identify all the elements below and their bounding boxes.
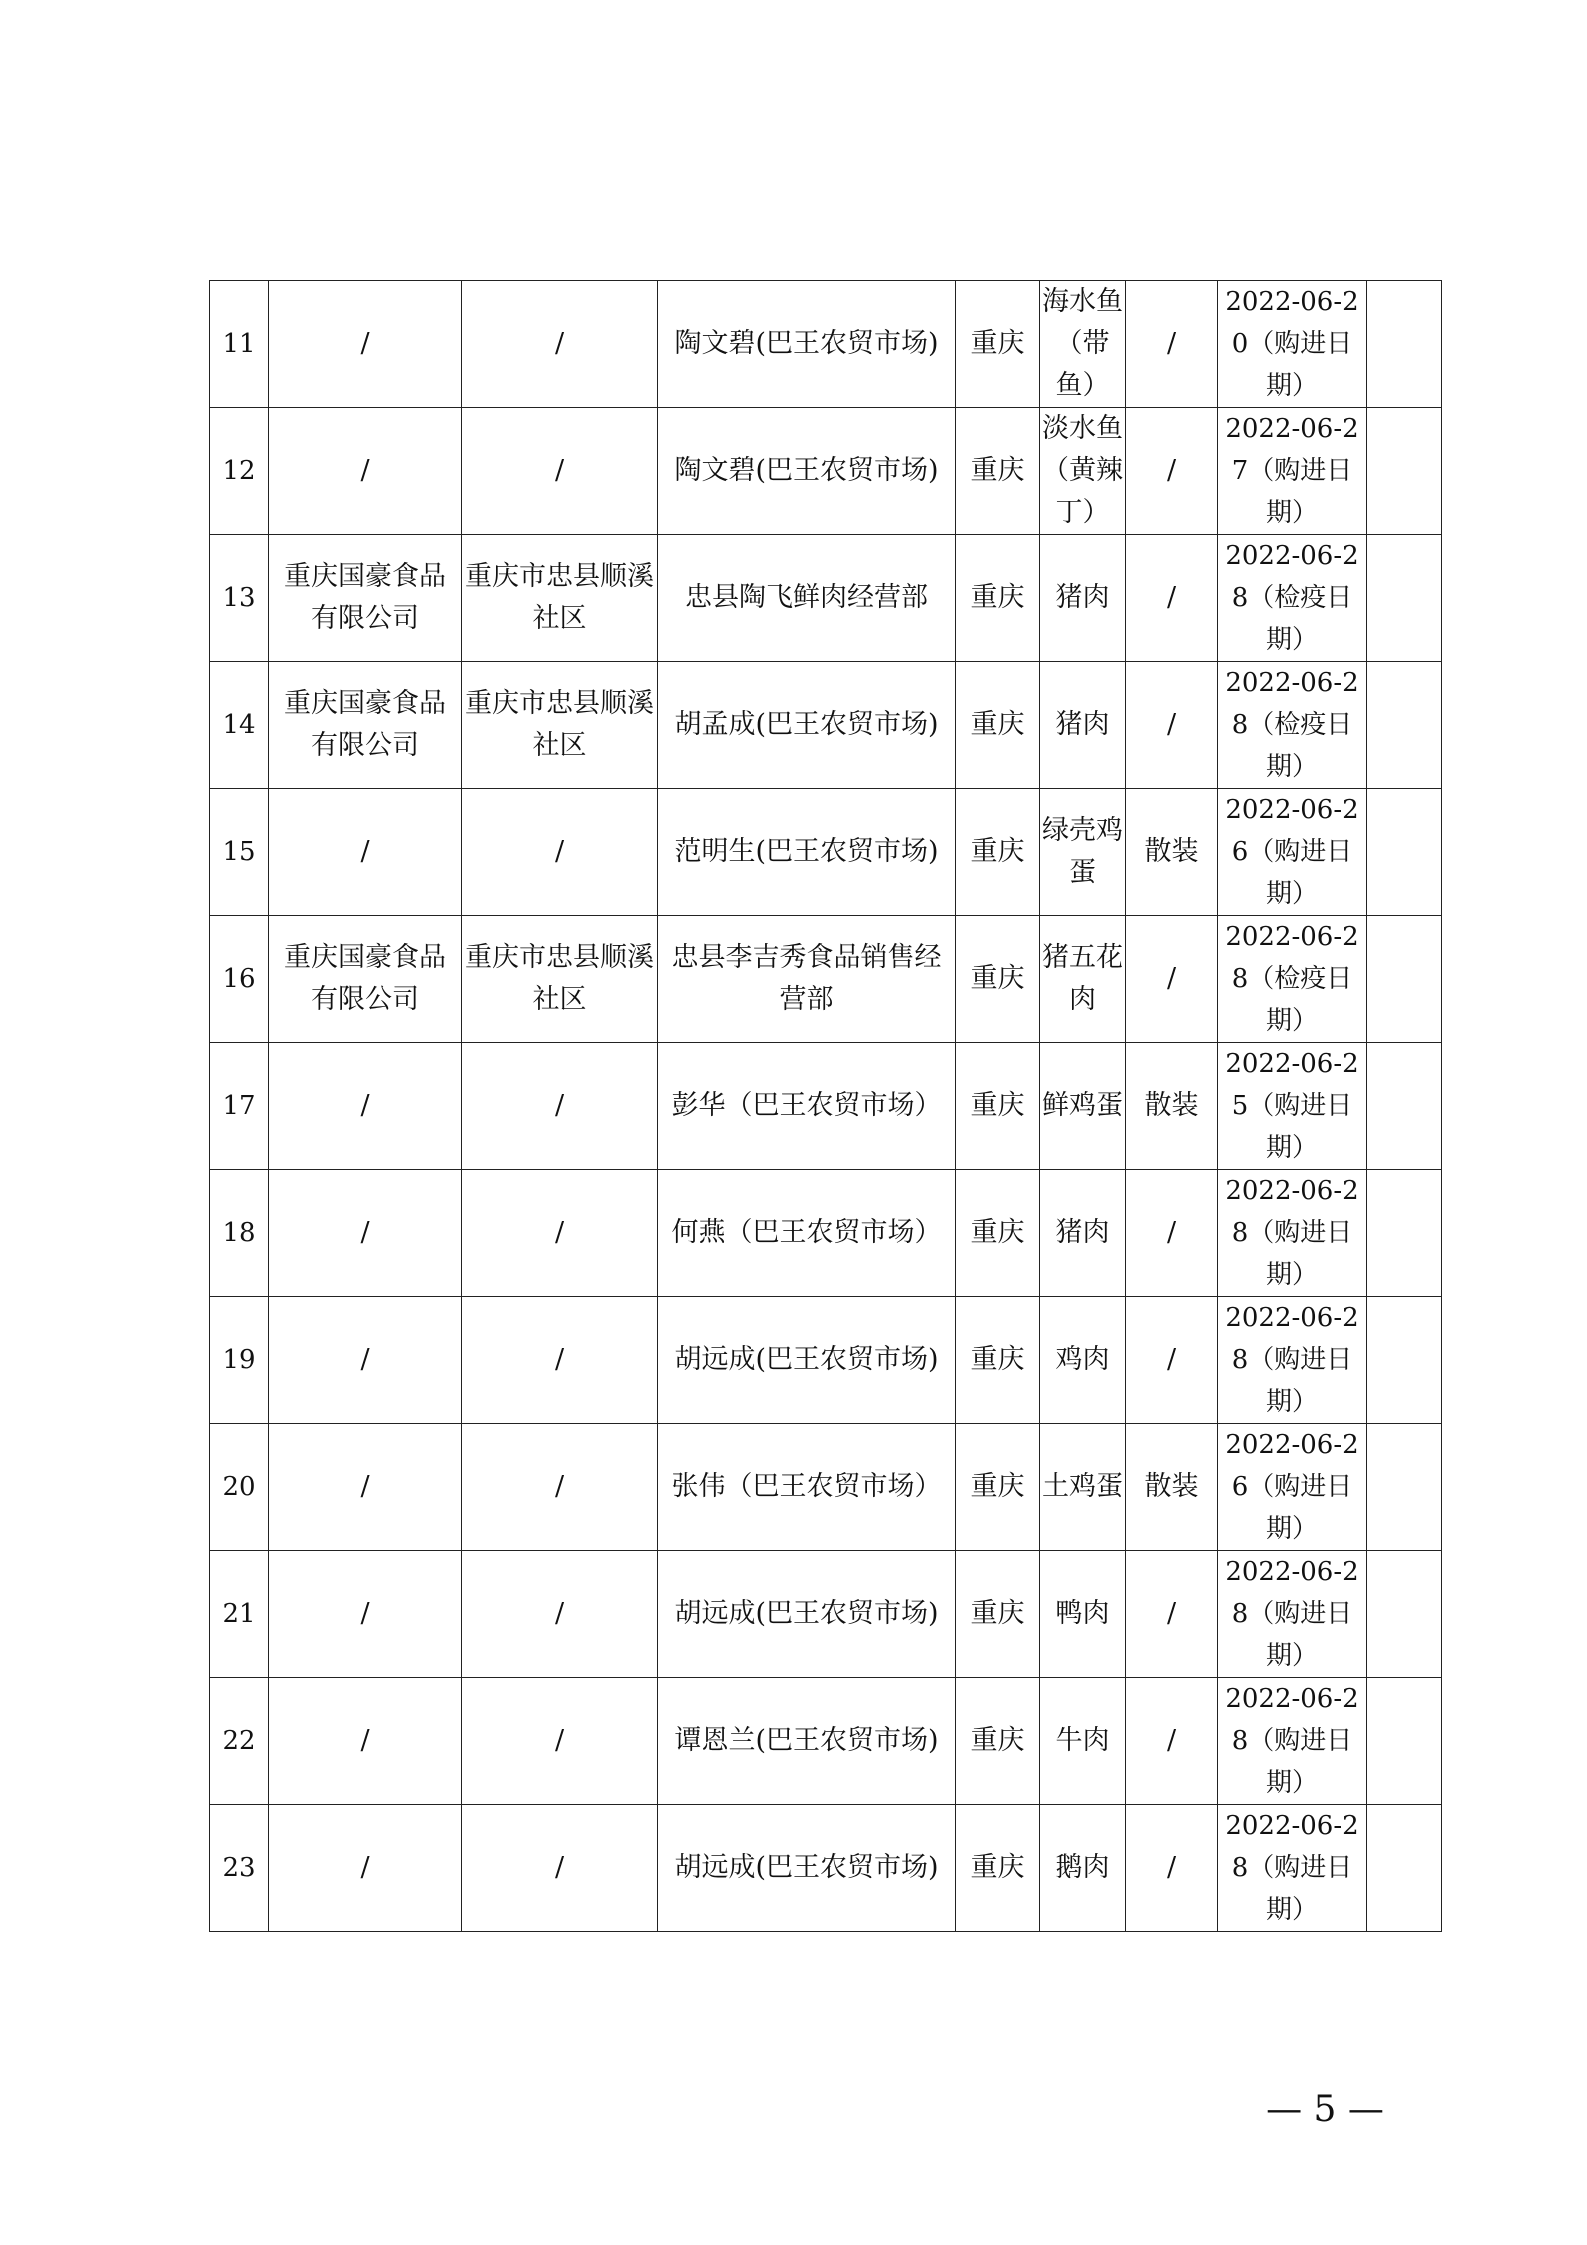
cell-spec: / <box>1126 535 1218 662</box>
cell-manufacturer-address: / <box>462 1678 658 1805</box>
date-note: （购进日期） <box>1248 1599 1353 1671</box>
cell-sample-name: 鹅肉 <box>1040 1805 1126 1932</box>
date-note: （购进日期） <box>1248 1218 1353 1290</box>
cell-sampled-unit: 谭恩兰(巴王农贸市场) <box>658 1678 956 1805</box>
date-note: （检疫日期） <box>1248 710 1353 782</box>
cell-date <box>1218 1678 1367 1805</box>
date-note: （购进日期） <box>1248 1345 1353 1417</box>
cell-sample-name: 土鸡蛋 <box>1040 1424 1126 1551</box>
cell-manufacturer-address: / <box>462 408 658 535</box>
date-note: （检疫日期） <box>1248 583 1353 655</box>
cell-date <box>1218 1551 1367 1678</box>
cell-spec: / <box>1126 1805 1218 1932</box>
page-number: — 5 — <box>1266 2089 1384 2130</box>
cell-date <box>1218 662 1367 789</box>
date-value: 2022-06-28 <box>1225 922 1359 994</box>
cell-remarks <box>1367 662 1442 789</box>
cell-region: 重庆 <box>956 1297 1040 1424</box>
cell-sample-name: 海水鱼（带鱼） <box>1040 281 1126 408</box>
cell-sampled-unit: 彭华（巴王农贸市场） <box>658 1043 956 1170</box>
cell-region: 重庆 <box>956 1551 1040 1678</box>
cell-manufacturer: / <box>269 1043 462 1170</box>
cell-seq: 19 <box>210 1297 269 1424</box>
cell-date <box>1218 281 1367 408</box>
cell-sampled-unit: 范明生(巴王农贸市场) <box>658 789 956 916</box>
cell-sample-name: 牛肉 <box>1040 1678 1126 1805</box>
cell-sampled-unit: 陶文碧(巴王农贸市场) <box>658 408 956 535</box>
cell-manufacturer: / <box>269 1297 462 1424</box>
cell-sampled-unit: 胡孟成(巴王农贸市场) <box>658 662 956 789</box>
cell-seq: 11 <box>210 281 269 408</box>
cell-manufacturer: 重庆国豪食品有限公司 <box>269 662 462 789</box>
date-value: 2022-06-28 <box>1225 541 1359 613</box>
cell-sample-name: 鸭肉 <box>1040 1551 1126 1678</box>
cell-manufacturer-address: / <box>462 281 658 408</box>
cell-manufacturer: / <box>269 1424 462 1551</box>
cell-remarks <box>1367 1043 1442 1170</box>
cell-remarks <box>1367 1678 1442 1805</box>
date-value: 2022-06-28 <box>1225 668 1359 740</box>
cell-spec: 散装 <box>1126 1424 1218 1551</box>
cell-region: 重庆 <box>956 1424 1040 1551</box>
date-value: 2022-06-28 <box>1225 1684 1359 1756</box>
table-body <box>210 281 1442 1932</box>
cell-remarks <box>1367 1170 1442 1297</box>
date-value: 2022-06-28 <box>1225 1303 1359 1375</box>
cell-manufacturer-address: / <box>462 1805 658 1932</box>
cell-spec: / <box>1126 281 1218 408</box>
date-value: 2022-06-28 <box>1225 1811 1359 1883</box>
cell-remarks <box>1367 1805 1442 1932</box>
cell-sample-name: 淡水鱼（黄辣丁） <box>1040 408 1126 535</box>
cell-manufacturer: / <box>269 1551 462 1678</box>
cell-date <box>1218 1297 1367 1424</box>
cell-manufacturer-address: / <box>462 1424 658 1551</box>
sampling-results-table <box>209 280 1442 1932</box>
date-value: 2022-06-26 <box>1225 795 1359 867</box>
table-row <box>210 1551 1442 1678</box>
cell-manufacturer: / <box>269 281 462 408</box>
date-note: （购进日期） <box>1248 1091 1353 1163</box>
cell-region: 重庆 <box>956 535 1040 662</box>
cell-date <box>1218 1170 1367 1297</box>
date-value: 2022-06-28 <box>1225 1176 1359 1248</box>
cell-seq: 17 <box>210 1043 269 1170</box>
cell-manufacturer: 重庆国豪食品有限公司 <box>269 535 462 662</box>
table-row <box>210 281 1442 408</box>
cell-manufacturer-address: / <box>462 1297 658 1424</box>
cell-region: 重庆 <box>956 408 1040 535</box>
cell-seq: 15 <box>210 789 269 916</box>
cell-sampled-unit: 胡远成(巴王农贸市场) <box>658 1805 956 1932</box>
table-row <box>210 1297 1442 1424</box>
cell-region: 重庆 <box>956 916 1040 1043</box>
cell-region: 重庆 <box>956 1678 1040 1805</box>
table-row <box>210 1170 1442 1297</box>
date-value: 2022-06-27 <box>1225 414 1359 486</box>
date-note: （购进日期） <box>1248 1853 1353 1925</box>
cell-date <box>1218 408 1367 535</box>
cell-seq: 22 <box>210 1678 269 1805</box>
cell-date <box>1218 916 1367 1043</box>
date-note: （检疫日期） <box>1248 964 1353 1036</box>
cell-spec: / <box>1126 1297 1218 1424</box>
cell-sampled-unit: 忠县李吉秀食品销售经营部 <box>658 916 956 1043</box>
cell-manufacturer: / <box>269 408 462 535</box>
cell-remarks <box>1367 408 1442 535</box>
cell-sample-name: 猪五花肉 <box>1040 916 1126 1043</box>
table-row <box>210 1424 1442 1551</box>
cell-remarks <box>1367 916 1442 1043</box>
cell-date <box>1218 789 1367 916</box>
table-row <box>210 1043 1442 1170</box>
table-row <box>210 1805 1442 1932</box>
cell-spec: / <box>1126 1170 1218 1297</box>
cell-sampled-unit: 胡远成(巴王农贸市场) <box>658 1551 956 1678</box>
cell-region: 重庆 <box>956 662 1040 789</box>
date-note: （购进日期） <box>1248 837 1353 909</box>
cell-spec: / <box>1126 1678 1218 1805</box>
date-value: 2022-06-28 <box>1225 1557 1359 1629</box>
cell-remarks <box>1367 1424 1442 1551</box>
cell-region: 重庆 <box>956 1043 1040 1170</box>
cell-manufacturer: / <box>269 1170 462 1297</box>
table-row <box>210 535 1442 662</box>
cell-manufacturer-address: 重庆市忠县顺溪社区 <box>462 916 658 1043</box>
cell-seq: 23 <box>210 1805 269 1932</box>
cell-manufacturer-address: 重庆市忠县顺溪社区 <box>462 662 658 789</box>
cell-sample-name: 鲜鸡蛋 <box>1040 1043 1126 1170</box>
cell-sample-name: 猪肉 <box>1040 535 1126 662</box>
cell-sampled-unit: 张伟（巴王农贸市场） <box>658 1424 956 1551</box>
cell-manufacturer: / <box>269 789 462 916</box>
cell-sampled-unit: 何燕（巴王农贸市场） <box>658 1170 956 1297</box>
cell-spec: 散装 <box>1126 1043 1218 1170</box>
cell-manufacturer-address: / <box>462 1043 658 1170</box>
date-note: （购进日期） <box>1248 329 1353 401</box>
cell-seq: 21 <box>210 1551 269 1678</box>
cell-seq: 13 <box>210 535 269 662</box>
cell-manufacturer: / <box>269 1805 462 1932</box>
cell-remarks <box>1367 1551 1442 1678</box>
table-row <box>210 408 1442 535</box>
table-row <box>210 916 1442 1043</box>
cell-remarks <box>1367 535 1442 662</box>
date-value: 2022-06-25 <box>1225 1049 1359 1121</box>
cell-sample-name: 鸡肉 <box>1040 1297 1126 1424</box>
table-row <box>210 1678 1442 1805</box>
cell-region: 重庆 <box>956 1170 1040 1297</box>
cell-region: 重庆 <box>956 281 1040 408</box>
cell-manufacturer: / <box>269 1678 462 1805</box>
table-row <box>210 662 1442 789</box>
cell-manufacturer-address: / <box>462 1551 658 1678</box>
cell-manufacturer-address: / <box>462 789 658 916</box>
cell-seq: 12 <box>210 408 269 535</box>
cell-sampled-unit: 忠县陶飞鲜肉经营部 <box>658 535 956 662</box>
cell-region: 重庆 <box>956 789 1040 916</box>
cell-manufacturer: 重庆国豪食品有限公司 <box>269 916 462 1043</box>
cell-remarks <box>1367 281 1442 408</box>
cell-spec: / <box>1126 408 1218 535</box>
table-row <box>210 789 1442 916</box>
cell-spec: 散装 <box>1126 789 1218 916</box>
cell-region: 重庆 <box>956 1805 1040 1932</box>
cell-sample-name: 绿壳鸡蛋 <box>1040 789 1126 916</box>
cell-sample-name: 猪肉 <box>1040 662 1126 789</box>
cell-remarks <box>1367 789 1442 916</box>
cell-seq: 18 <box>210 1170 269 1297</box>
cell-manufacturer-address: / <box>462 1170 658 1297</box>
date-value: 2022-06-26 <box>1225 1430 1359 1502</box>
cell-date <box>1218 1424 1367 1551</box>
cell-sampled-unit: 陶文碧(巴王农贸市场) <box>658 281 956 408</box>
cell-seq: 14 <box>210 662 269 789</box>
cell-date <box>1218 1043 1367 1170</box>
cell-date <box>1218 535 1367 662</box>
cell-manufacturer-address: 重庆市忠县顺溪社区 <box>462 535 658 662</box>
cell-remarks <box>1367 1297 1442 1424</box>
date-note: （购进日期） <box>1248 456 1353 528</box>
cell-spec: / <box>1126 662 1218 789</box>
cell-seq: 16 <box>210 916 269 1043</box>
date-value: 2022-06-20 <box>1225 287 1359 359</box>
cell-spec: / <box>1126 916 1218 1043</box>
cell-date <box>1218 1805 1367 1932</box>
cell-seq: 20 <box>210 1424 269 1551</box>
cell-spec: / <box>1126 1551 1218 1678</box>
cell-sample-name: 猪肉 <box>1040 1170 1126 1297</box>
date-note: （购进日期） <box>1248 1726 1353 1798</box>
date-note: （购进日期） <box>1248 1472 1353 1544</box>
cell-sampled-unit: 胡远成(巴王农贸市场) <box>658 1297 956 1424</box>
